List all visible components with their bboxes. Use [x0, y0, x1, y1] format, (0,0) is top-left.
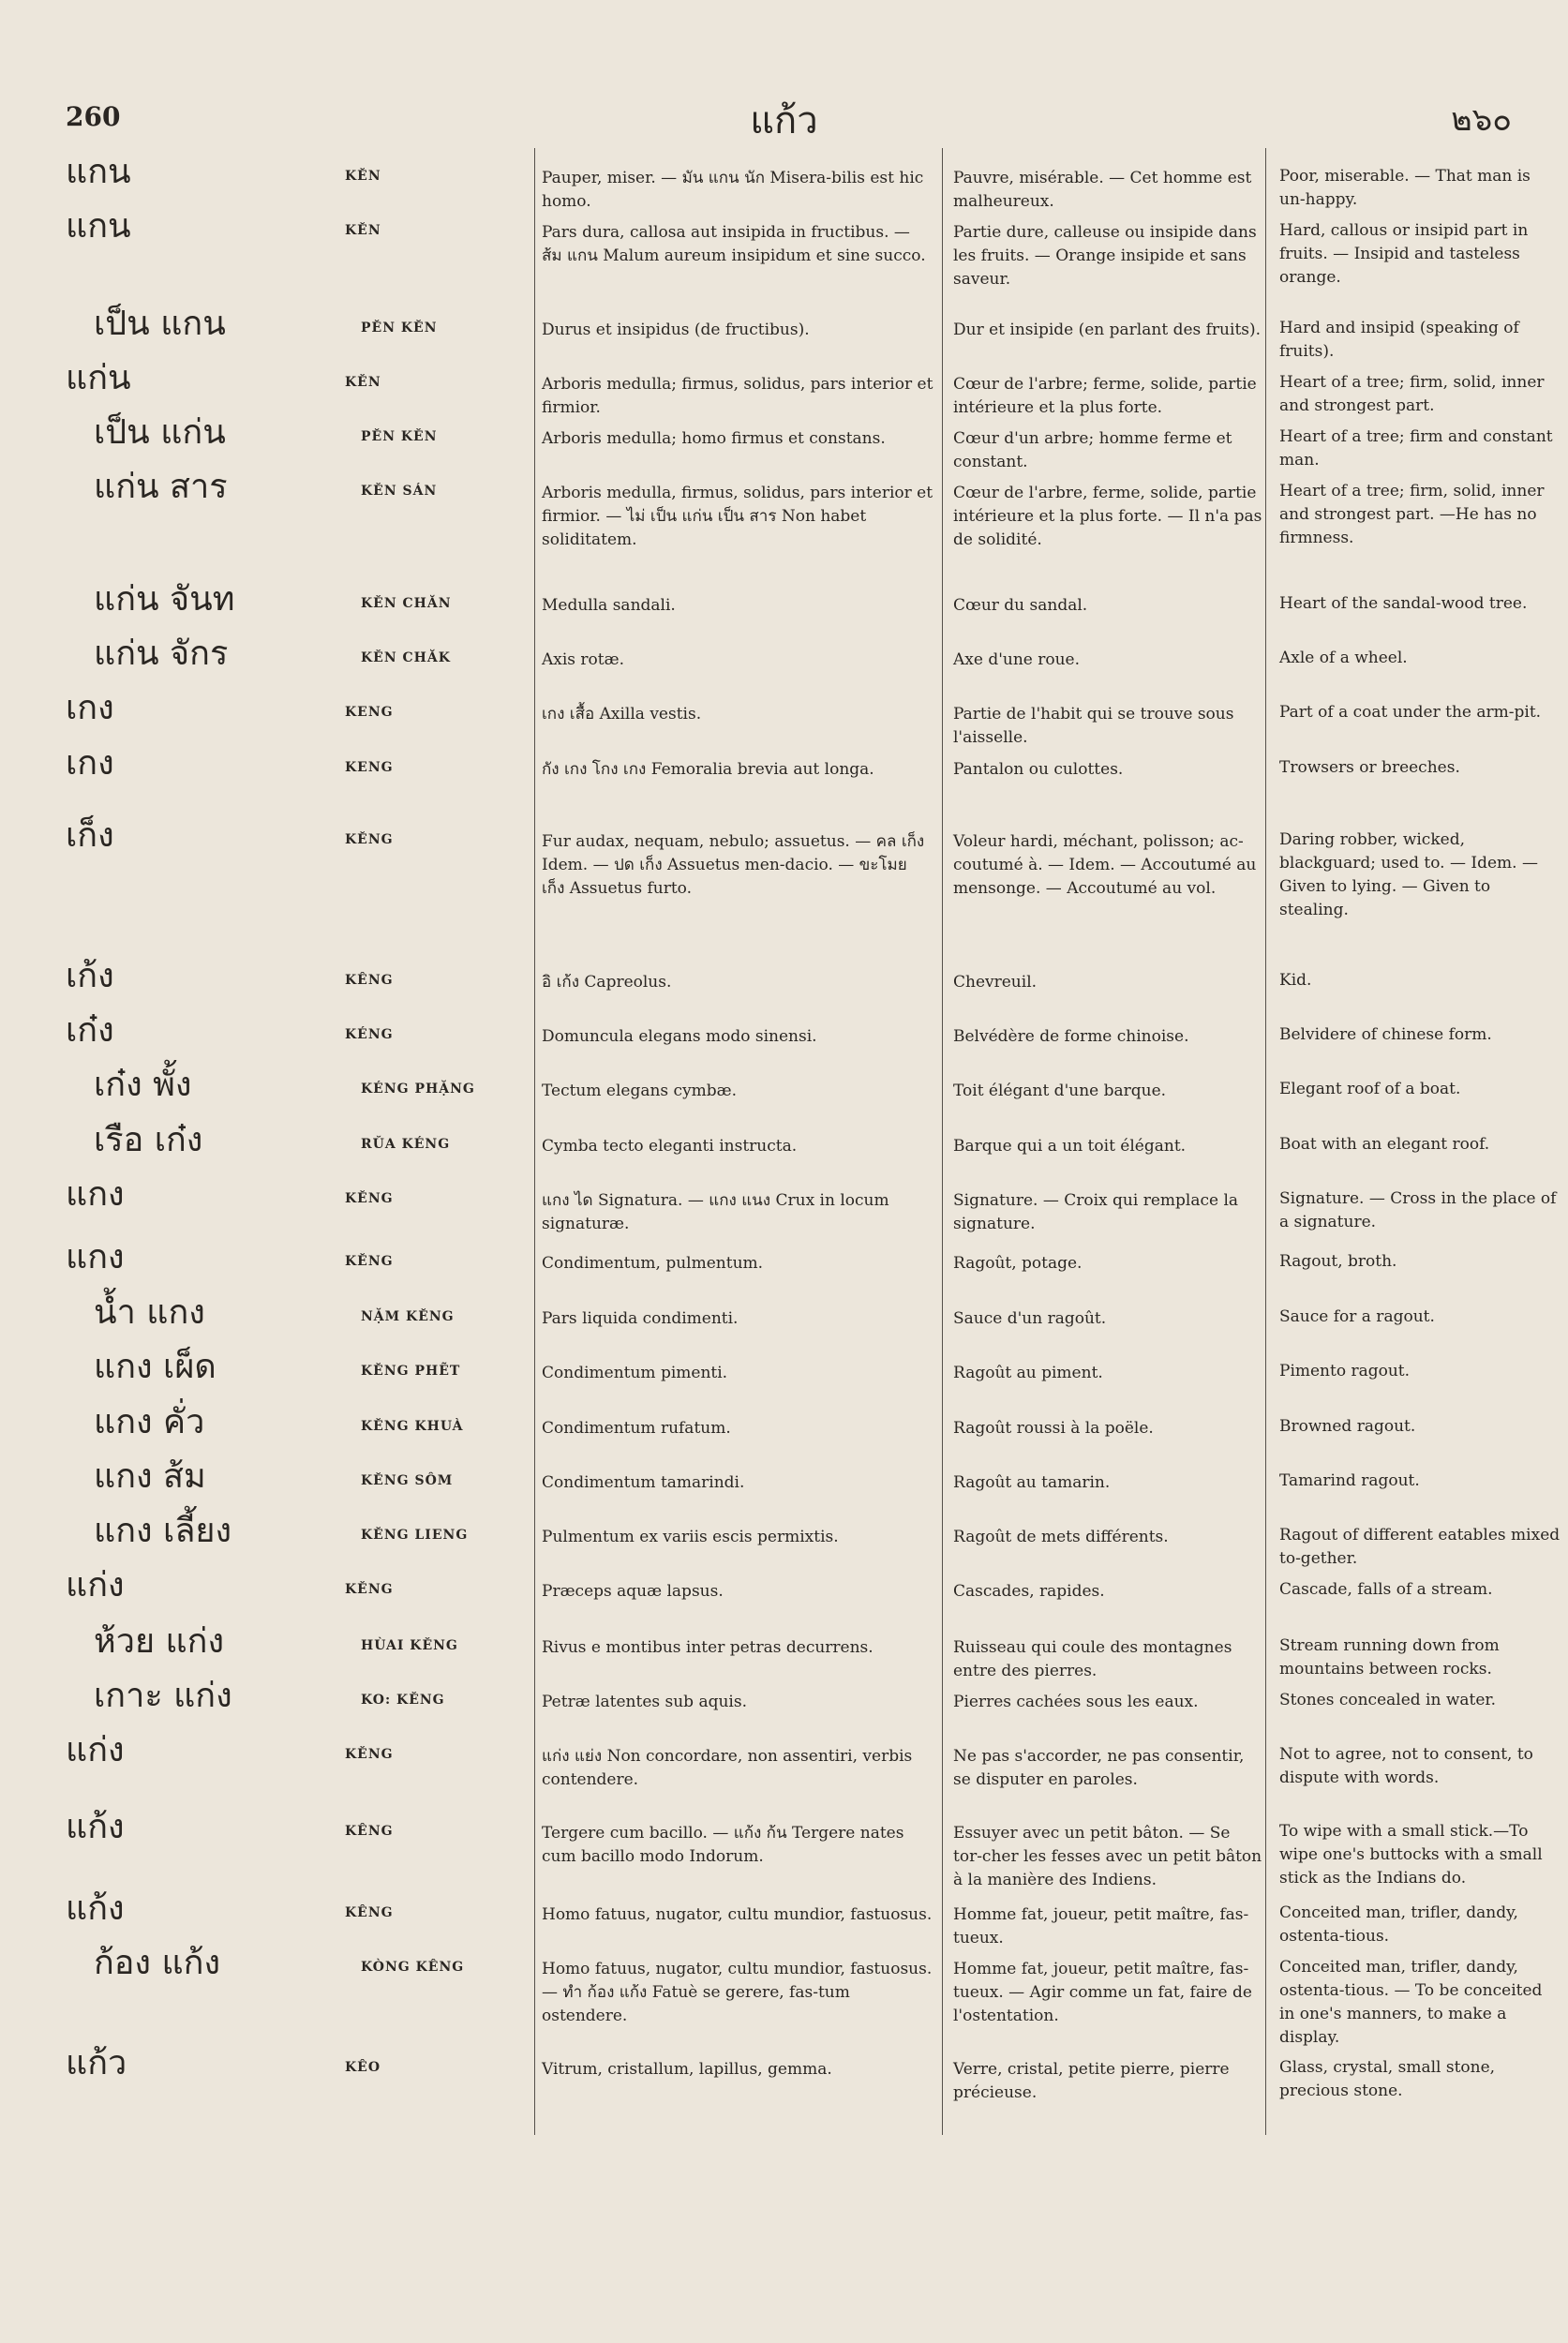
latin-definition: Medulla sandali.	[542, 596, 676, 615]
thai-headword: แกง เผ็ด	[94, 1348, 217, 1386]
thai-headword: แก้ง	[66, 1808, 125, 1846]
latin-definition: Rivus e montibus inter petras decurrens.	[542, 1638, 874, 1657]
french-definition: Belvédère de forme chinoise.	[953, 1027, 1189, 1046]
page-number: 260	[66, 101, 121, 132]
english-definition: Cascade, falls of a stream.	[1279, 1580, 1493, 1599]
english-definition: Glass, crystal, small stone, precious stone.	[1279, 2058, 1496, 2100]
english-definition: Signature. — Cross in the place of a signature.	[1279, 1189, 1557, 1231]
romanization: KĔNG	[345, 1254, 394, 1269]
english-definition: Axle of a wheel.	[1279, 649, 1408, 667]
thai-headword: แกน	[66, 207, 131, 246]
latin-definition: Tectum elegans cymbæ.	[542, 1082, 738, 1100]
romanization: KÒNG KÊNG	[361, 1960, 465, 1975]
thai-headword: แก้ง	[66, 1889, 125, 1928]
thai-headword: แก่น จันท	[94, 580, 235, 619]
thai-headword: แกน	[66, 153, 131, 191]
romanization: KĚN CHĂN	[361, 596, 452, 611]
latin-definition: เกง เสื้อ Axilla vestis.	[542, 705, 702, 724]
romanization: KĚNG	[345, 1582, 394, 1597]
latin-definition: Pulmentum ex variis escis permixtis.	[542, 1528, 839, 1546]
french-definition: Axe d'une roue.	[953, 650, 1081, 669]
french-definition: Essuyer avec un petit bâton. — Se tor-cher les fesses avec un petit bâton à la manière des Indiens.	[953, 1824, 1262, 1889]
column-divider	[942, 148, 943, 2135]
thai-headword: เป็น แก่น	[94, 413, 226, 452]
latin-definition: Pars liquida condimenti.	[542, 1309, 739, 1328]
thai-headword: แก่ง	[66, 1566, 125, 1604]
french-definition: Homme fat, joueur, petit maître, fas-tueux.	[953, 1905, 1249, 1948]
french-definition: Ragoût au piment.	[953, 1364, 1103, 1382]
thai-headword: แก่น	[66, 359, 131, 397]
french-definition: Pierres cachées sous les eaux.	[953, 1693, 1199, 1711]
french-definition: Chevreuil.	[953, 973, 1038, 992]
english-definition: Ragout, broth.	[1279, 1252, 1397, 1271]
running-headword: แก้ว	[750, 99, 818, 142]
latin-definition: อิ เก้ง Capreolus.	[542, 973, 672, 992]
romanization: KO: KĚNG	[361, 1693, 445, 1708]
french-definition: Cascades, rapides.	[953, 1582, 1105, 1601]
thai-headword: เก๋ง	[66, 1011, 114, 1050]
french-definition: Ragoût roussi à la poële.	[953, 1419, 1154, 1438]
english-definition: Stream running down from mountains between rocks.	[1279, 1636, 1500, 1679]
french-definition: Sauce d'un ragoût.	[953, 1309, 1107, 1328]
romanization: KĔNG LIENG	[361, 1528, 469, 1543]
romanization: KÉNG	[345, 1027, 394, 1042]
latin-definition: Domuncula elegans modo sinensi.	[542, 1027, 817, 1046]
english-definition: Heart of a tree; firm, solid, inner and strongest part. —He has no firmness.	[1279, 482, 1545, 547]
latin-definition: Cymba tecto eleganti instructa.	[542, 1137, 798, 1156]
romanization: KĔNG	[345, 1191, 394, 1206]
french-definition: Signature. — Croix qui remplace la signature.	[953, 1191, 1239, 1233]
english-definition: Conceited man, trifler, dandy, ostenta-tious.	[1279, 1903, 1518, 1946]
french-definition: Verre, cristal, petite pierre, pierre précieuse.	[953, 2060, 1230, 2102]
latin-definition: Homo fatuus, nugator, cultu mundior, fastuosus.	[542, 1905, 933, 1924]
english-definition: Pimento ragout.	[1279, 1362, 1411, 1380]
romanization: KENG	[345, 760, 394, 775]
romanization: KĚN	[345, 375, 381, 390]
romanization: KÊNG	[345, 1824, 394, 1839]
french-definition: Partie dure, calleuse ou insipide dans les fruits. — Orange insipide et sans saveur.	[953, 223, 1257, 289]
french-definition: Homme fat, joueur, petit maître, fas-tueux. — Agir comme un fat, faire de l'ostentation.	[953, 1960, 1252, 2025]
english-definition: Hard and insipid (speaking of fruits).	[1279, 319, 1519, 361]
english-definition: Ragout of different eatables mixed to-gether.	[1279, 1526, 1561, 1568]
thai-headword: แก่ง	[66, 1731, 125, 1769]
english-definition: Part of a coat under the arm-pit.	[1279, 703, 1542, 722]
english-definition: Browned ragout.	[1279, 1417, 1416, 1436]
latin-definition: Præceps aquæ lapsus.	[542, 1582, 724, 1601]
romanization: KÊNG	[345, 973, 394, 988]
latin-definition: Vitrum, cristallum, lapillus, gemma.	[542, 2060, 832, 2079]
thai-headword: เก๋ง พั้ง	[94, 1066, 192, 1104]
french-definition: Ne pas s'accorder, ne pas consentir, se disputer en paroles.	[953, 1747, 1245, 1789]
column-divider	[1265, 148, 1266, 2135]
latin-definition: Condimentum, pulmentum.	[542, 1254, 764, 1273]
thai-headword: แกง เลี้ยง	[94, 1512, 232, 1550]
latin-definition: Arboris medulla; homo firmus et constans.	[542, 429, 886, 448]
latin-definition: Arboris medulla; firmus, solidus, pars interior et firmior.	[542, 375, 933, 417]
romanization: NẶM KĔNG	[361, 1309, 455, 1324]
thai-headword: แก่น สาร	[94, 468, 228, 506]
english-definition: Heart of a tree; firm and constant man.	[1279, 427, 1553, 470]
romanization: KĚN CHĂK	[361, 650, 451, 665]
french-definition: Barque qui a un toit élégant.	[953, 1137, 1187, 1156]
latin-definition: Tergere cum bacillo. — แก้ง ก้น Tergere nates cum bacillo modo Indorum.	[542, 1824, 904, 1866]
thai-headword: แกง	[66, 1238, 125, 1276]
french-definition: Voleur hardi, méchant, polisson; ac-coutumé à. — Idem. — Accoutumé au mensonge. — Accoutumé au vol.	[953, 832, 1257, 898]
column-divider	[534, 148, 535, 2135]
english-definition: Tamarind ragout.	[1279, 1471, 1420, 1490]
romanization: PĔN KĔN	[361, 321, 438, 336]
romanization: KÊNG	[345, 1905, 394, 1920]
thai-headword: เก็ง	[66, 816, 114, 855]
romanization: KĔNG PHẼT	[361, 1364, 461, 1379]
english-definition: Trowsers or breeches.	[1279, 758, 1460, 777]
english-definition: Stones concealed in water.	[1279, 1691, 1497, 1709]
thai-headword: แก่น จักร	[94, 634, 229, 673]
latin-definition: แกง ได Signatura. — แกง แนง Crux in locum signaturæ.	[542, 1191, 889, 1233]
english-definition: Daring robber, wicked, blackguard; used to. — Idem. — Given to lying. — Given to stealing.	[1279, 830, 1538, 919]
english-definition: Boat with an elegant roof.	[1279, 1135, 1490, 1154]
french-definition: Cœur de l'arbre, ferme, solide, partie intérieure et la plus forte. — Il n'a pas de solidité.	[953, 484, 1262, 549]
thai-headword: เกาะ แก่ง	[94, 1677, 232, 1715]
romanization: KENG	[345, 705, 394, 720]
english-definition: Not to agree, not to consent, to dispute with words.	[1279, 1745, 1533, 1787]
latin-definition: Durus et insipidus (de fructibus).	[542, 321, 810, 339]
thai-headword: แกง	[66, 1175, 125, 1214]
romanization: KĔNG KHUÀ	[361, 1419, 464, 1434]
french-definition: Cœur d'un arbre; homme ferme et constant.	[953, 429, 1232, 471]
english-definition: Sauce for a ragout.	[1279, 1307, 1435, 1326]
thai-headword: ก้อง แก้ง	[94, 1944, 221, 1982]
romanization: KĔN	[345, 169, 381, 184]
latin-definition: แก่ง แย่ง Non concordare, non assentiri, verbis contendere.	[542, 1747, 913, 1789]
latin-definition: Petræ latentes sub aquis.	[542, 1693, 747, 1711]
latin-definition: Condimentum pimenti.	[542, 1364, 728, 1382]
english-definition: Belvidere of chinese form.	[1279, 1025, 1492, 1044]
english-definition: Poor, miserable. — That man is un-happy.	[1279, 167, 1531, 209]
french-definition: Cœur du sandal.	[953, 596, 1088, 615]
thai-headword: แกง คั่ว	[94, 1403, 205, 1441]
english-definition: Elegant roof of a boat.	[1279, 1080, 1461, 1098]
french-definition: Ragoût, potage.	[953, 1254, 1083, 1273]
english-definition: Heart of a tree; firm, solid, inner and strongest part.	[1279, 373, 1545, 415]
thai-headword: เก้ง	[66, 957, 114, 995]
french-definition: Dur et insipide (en parlant des fruits).	[953, 321, 1262, 339]
french-definition: Pauvre, misérable. — Cet homme est malheureux.	[953, 169, 1252, 211]
latin-definition: Homo fatuus, nugator, cultu mundior, fastuosus. — ทำ ก้อง แก้ง Fatuè se gerere, fas-tum ostendere.	[542, 1960, 933, 2025]
romanization: HÙAI KĚNG	[361, 1638, 458, 1653]
romanization: RŬA KÉNG	[361, 1137, 451, 1152]
thai-headword: แกง ส้ม	[94, 1457, 206, 1496]
thai-headword: เกง	[66, 689, 114, 727]
french-definition: Cœur de l'arbre; ferme, solide, partie intérieure et la plus forte.	[953, 375, 1257, 417]
french-definition: Ragoût de mets différents.	[953, 1528, 1169, 1546]
latin-definition: Arboris medulla, firmus, solidus, pars interior et firmior. — ไม่ เป็น แก่น เป็น สาร Non habet soliditatem.	[542, 484, 933, 549]
thai-headword: แก้ว	[66, 2044, 127, 2082]
romanization: KÉNG PHẶNG	[361, 1082, 475, 1097]
thai-headword: น้ำ แกง	[94, 1293, 205, 1332]
latin-definition: Condimentum rufatum.	[542, 1419, 731, 1438]
french-definition: Ruisseau qui coule des montagnes entre des pierres.	[953, 1638, 1232, 1680]
english-definition: To wipe with a small stick.—To wipe one's buttocks with a small stick as the Indians do.	[1279, 1822, 1543, 1888]
english-definition: Conceited man, trifler, dandy, ostenta-tious. — To be conceited in one's manners, to make a display.	[1279, 1958, 1543, 2047]
thai-headword: เรือ เก๋ง	[94, 1121, 203, 1159]
thai-headword: เกง	[66, 744, 114, 783]
latin-definition: Pauper, miser. — มัน แกน นัก Misera-bilis est hic homo.	[542, 169, 924, 211]
thai-headword: ห้วย แก่ง	[94, 1622, 225, 1661]
romanization: KĚN SÁN	[361, 484, 438, 499]
romanization: KĔNG	[345, 832, 394, 847]
french-definition: Pantalon ou culottes.	[953, 760, 1124, 779]
romanization: PĔN KĚN	[361, 429, 438, 444]
latin-definition: Pars dura, callosa aut insipida in fructibus. — ส้ม แกน Malum aureum insipidum et sine succo.	[542, 223, 926, 265]
latin-definition: Fur audax, nequam, nebulo; assuetus. — คล เก็ง Idem. — ปด เก็ง Assuetus men-dacio. — ขะโมย เก็ง Assuetus furto.	[542, 832, 925, 898]
romanization: KÊO	[345, 2060, 381, 2075]
latin-definition: กัง เกง โกง เกง Femoralia brevia aut longa.	[542, 760, 874, 779]
romanization: KĚNG	[345, 1747, 394, 1762]
english-definition: Heart of the sandal-wood tree.	[1279, 594, 1528, 613]
latin-definition: Condimentum tamarindi.	[542, 1473, 745, 1492]
french-definition: Toit élégant d'une barque.	[953, 1082, 1167, 1100]
romanization: KĔNG SÔM	[361, 1473, 454, 1488]
english-definition: Hard, callous or insipid part in fruits. — Insipid and tasteless orange.	[1279, 221, 1529, 287]
french-definition: Partie de l'habit qui se trouve sous l'aisselle.	[953, 705, 1234, 747]
english-definition: Kid.	[1279, 971, 1312, 990]
french-definition: Ragoût au tamarin.	[953, 1473, 1111, 1492]
page-number-thai: ๒๖๐	[1451, 101, 1512, 139]
latin-definition: Axis rotæ.	[542, 650, 625, 669]
thai-headword: เป็น แกน	[94, 305, 226, 343]
romanization: KĔN	[345, 223, 381, 238]
